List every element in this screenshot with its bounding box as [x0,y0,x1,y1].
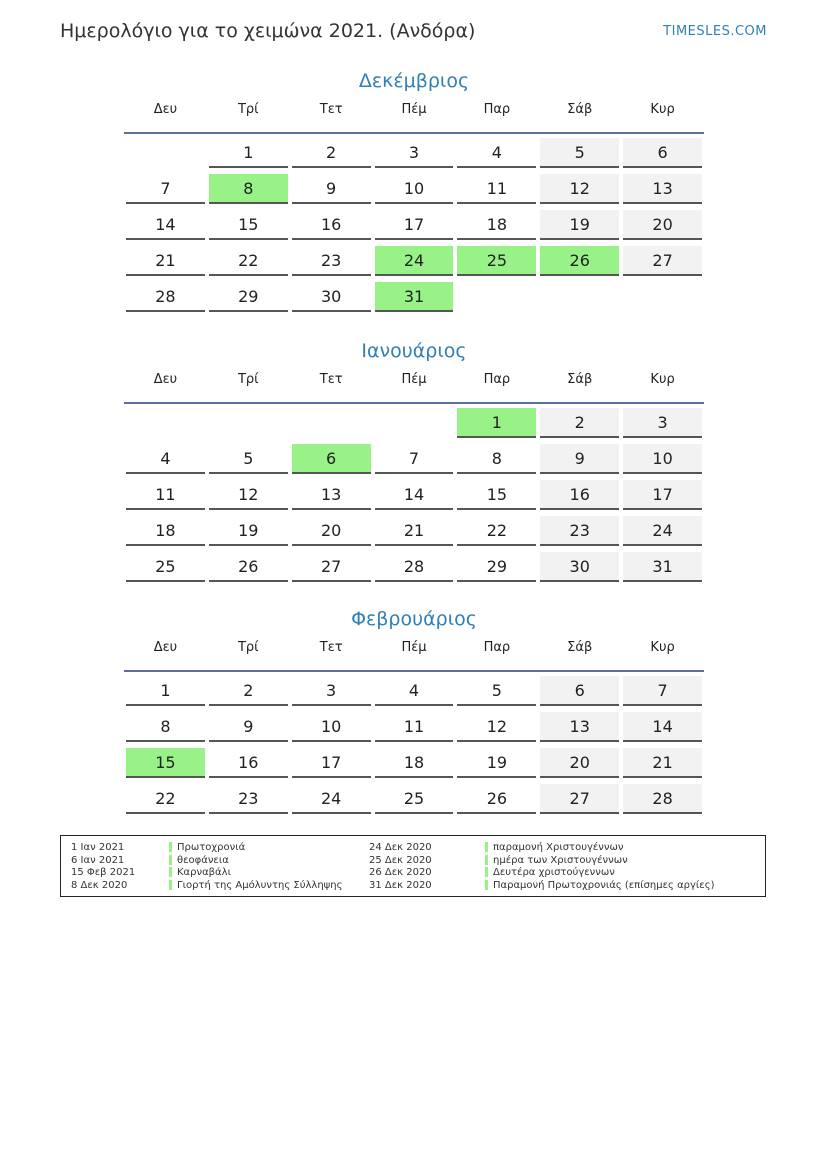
legend-date: 26 Δεκ 2020 [369,867,432,878]
week-row [124,512,704,548]
day-cell[interactable]: 22 [457,516,536,546]
legend-date: 25 Δεκ 2020 [369,854,432,866]
day-cell[interactable]: 21 [375,516,454,546]
day-cell[interactable]: 29 [209,282,288,312]
day-cell[interactable]: 11 [126,480,205,510]
day-cell[interactable]: 19 [540,210,619,240]
day-cell[interactable]: 19 [457,748,536,778]
month-name: Δεκέμβριος [358,70,470,92]
weekday-label: Κυρ [650,372,675,387]
day-cell[interactable]: 7 [126,174,205,204]
day-cell[interactable]: 5 [209,444,288,474]
legend-date: 15 Φεβ 2021 [71,867,136,878]
day-cell[interactable]: 2 [292,138,371,168]
weekday-label: Τετ [319,102,343,117]
day-cell[interactable]: 20 [292,516,371,546]
legend-holiday-name: θεοφάνεια [177,854,229,866]
brand-logo-text[interactable]: TIMESLES.COM [663,24,767,39]
legend-color-marker [485,867,488,877]
day-cell[interactable]: 24 [623,516,702,546]
day-cell[interactable]: 15 [209,210,288,240]
empty-day-cell [126,408,205,438]
day-cell[interactable]: 20 [540,748,619,778]
empty-day-cell [540,282,619,312]
weekday-label: Πέμ [401,640,427,655]
legend-color-marker [169,842,172,852]
week-row [124,548,704,584]
week-row [124,708,704,744]
day-cell[interactable]: 26 [457,784,536,814]
empty-day-cell [209,408,288,438]
empty-day-cell [375,408,454,438]
day-cell[interactable]: 12 [209,480,288,510]
day-cell[interactable]: 25 [457,246,536,276]
weekday-label: Τρί [237,640,259,655]
weekday-label: Τρί [237,372,259,387]
day-cell[interactable]: 9 [209,712,288,742]
day-cell[interactable]: 23 [540,516,619,546]
legend-holiday-name: Γιορτή της Αμόλυντης Σύλληψης [177,879,343,891]
day-cell[interactable]: 6 [623,138,702,168]
day-cell[interactable]: 23 [292,246,371,276]
weekday-header [124,638,704,672]
day-cell[interactable]: 16 [292,210,371,240]
day-cell[interactable]: 28 [623,784,702,814]
legend-color-marker [485,880,488,890]
week-row [124,476,704,512]
week-row [124,440,704,476]
page-title: Ημερολόγιο για το χειμώνα 2021. (Ανδόρα) [60,20,476,42]
day-cell[interactable]: 10 [623,444,702,474]
day-cell[interactable]: 10 [292,712,371,742]
day-cell[interactable]: 1 [209,138,288,168]
legend-holiday-name: Πρωτοχρονιά [177,842,246,853]
legend-color-marker [169,880,172,890]
day-cell[interactable]: 15 [457,480,536,510]
day-cell[interactable]: 17 [375,210,454,240]
legend-holiday-name: Καρναβάλι [177,867,231,878]
legend-date: 8 Δεκ 2020 [71,879,128,891]
weekday-label: Τρί [237,102,259,117]
day-cell[interactable]: 18 [457,210,536,240]
legend-color-marker [169,855,172,865]
day-cell[interactable]: 25 [126,552,205,582]
legend-date: 24 Δεκ 2020 [369,842,432,853]
weekday-header [124,100,704,134]
day-cell[interactable]: 29 [457,552,536,582]
day-cell[interactable]: 30 [540,552,619,582]
legend-date: 1 Ιαν 2021 [71,842,125,853]
weekday-label: Δευ [153,640,178,655]
week-row [124,170,704,206]
day-cell[interactable]: 13 [623,174,702,204]
legend-date: 6 Ιαν 2021 [71,854,125,866]
day-cell[interactable]: 3 [292,676,371,706]
day-cell[interactable]: 26 [540,246,619,276]
legend-date: 31 Δεκ 2020 [369,879,432,891]
day-cell[interactable]: 12 [457,712,536,742]
legend-holiday-name: Παραμονή Πρωτοχρονιάς (επίσημες αργίες) [493,879,715,891]
day-cell[interactable]: 9 [292,174,371,204]
day-cell[interactable]: 24 [375,246,454,276]
weekday-label: Πέμ [401,102,427,117]
day-cell[interactable]: 3 [623,408,702,438]
day-cell[interactable]: 19 [209,516,288,546]
weekday-label: Τετ [319,640,343,655]
day-cell[interactable]: 11 [457,174,536,204]
day-cell[interactable]: 4 [457,138,536,168]
week-row [124,672,704,708]
day-cell[interactable]: 2 [209,676,288,706]
month-block [124,70,704,314]
day-cell[interactable]: 17 [292,748,371,778]
day-cell[interactable]: 14 [126,210,205,240]
day-cell[interactable]: 21 [623,748,702,778]
weekday-header [124,370,704,404]
day-cell[interactable]: 14 [623,712,702,742]
day-cell[interactable]: 13 [540,712,619,742]
day-cell[interactable]: 11 [375,712,454,742]
day-cell[interactable]: 21 [126,246,205,276]
week-row [124,134,704,170]
day-cell[interactable]: 8 [209,174,288,204]
day-cell[interactable]: 14 [375,480,454,510]
legend-color-marker [169,867,172,877]
day-cell[interactable]: 25 [375,784,454,814]
weekday-label: Κυρ [650,102,675,117]
day-cell[interactable]: 18 [126,516,205,546]
legend-holiday-name: ημέρα των Χριστουγέννων [493,854,628,866]
weekday-label: Παρ [483,102,511,117]
day-cell[interactable]: 4 [126,444,205,474]
day-cell[interactable]: 27 [540,784,619,814]
day-cell[interactable]: 31 [375,282,454,312]
empty-day-cell [623,282,702,312]
day-cell[interactable]: 6 [540,676,619,706]
day-cell[interactable]: 6 [292,444,371,474]
day-cell[interactable]: 7 [375,444,454,474]
day-cell[interactable]: 5 [540,138,619,168]
day-cell[interactable]: 27 [623,246,702,276]
day-cell[interactable]: 5 [457,676,536,706]
weekday-label: Πέμ [401,372,427,387]
day-cell[interactable]: 31 [623,552,702,582]
legend-color-marker [485,855,488,865]
day-cell[interactable]: 23 [209,784,288,814]
day-cell[interactable]: 28 [126,282,205,312]
day-cell[interactable]: 16 [209,748,288,778]
empty-day-cell [457,282,536,312]
weekday-label: Δευ [153,102,178,117]
day-cell[interactable]: 4 [375,676,454,706]
weekday-label: Παρ [483,372,511,387]
week-row [124,242,704,278]
day-cell[interactable]: 9 [540,444,619,474]
empty-day-cell [126,138,205,168]
day-cell[interactable]: 10 [375,174,454,204]
weekday-label: Κυρ [650,640,675,655]
day-cell[interactable]: 1 [457,408,536,438]
weekday-label: Παρ [483,640,511,655]
weekday-label: Σάβ [567,640,593,655]
week-row [124,206,704,242]
legend-holiday-name: παραμονή Χριστουγέννων [493,842,624,853]
day-cell[interactable]: 1 [126,676,205,706]
month-name: Φεβρουάριος [351,608,477,630]
day-cell[interactable]: 17 [623,480,702,510]
day-cell[interactable]: 30 [292,282,371,312]
day-cell[interactable]: 7 [623,676,702,706]
month-block [124,340,704,584]
day-cell[interactable]: 22 [209,246,288,276]
holiday-legend [60,835,766,897]
day-cell[interactable]: 3 [375,138,454,168]
week-row [124,404,704,440]
day-cell[interactable]: 22 [126,784,205,814]
day-cell[interactable]: 15 [126,748,205,778]
legend-color-marker [485,842,488,852]
day-cell[interactable]: 26 [209,552,288,582]
month-name: Ιανουάριος [361,340,467,362]
day-cell[interactable]: 13 [292,480,371,510]
day-cell[interactable]: 18 [375,748,454,778]
day-cell[interactable]: 16 [540,480,619,510]
legend-holiday-name: Δευτέρα χριστούγεννων [493,867,615,878]
day-cell[interactable]: 8 [126,712,205,742]
empty-day-cell [292,408,371,438]
day-cell[interactable]: 27 [292,552,371,582]
day-cell[interactable]: 8 [457,444,536,474]
weekday-label: Σάβ [567,372,593,387]
day-cell[interactable]: 24 [292,784,371,814]
week-row [124,780,704,816]
weekday-label: Δευ [153,372,178,387]
weekday-label: Σάβ [567,102,593,117]
day-cell[interactable]: 20 [623,210,702,240]
month-block [124,608,704,816]
day-cell[interactable]: 2 [540,408,619,438]
weekday-label: Τετ [319,372,343,387]
day-cell[interactable]: 28 [375,552,454,582]
day-cell[interactable]: 12 [540,174,619,204]
week-row [124,278,704,314]
week-row [124,744,704,780]
